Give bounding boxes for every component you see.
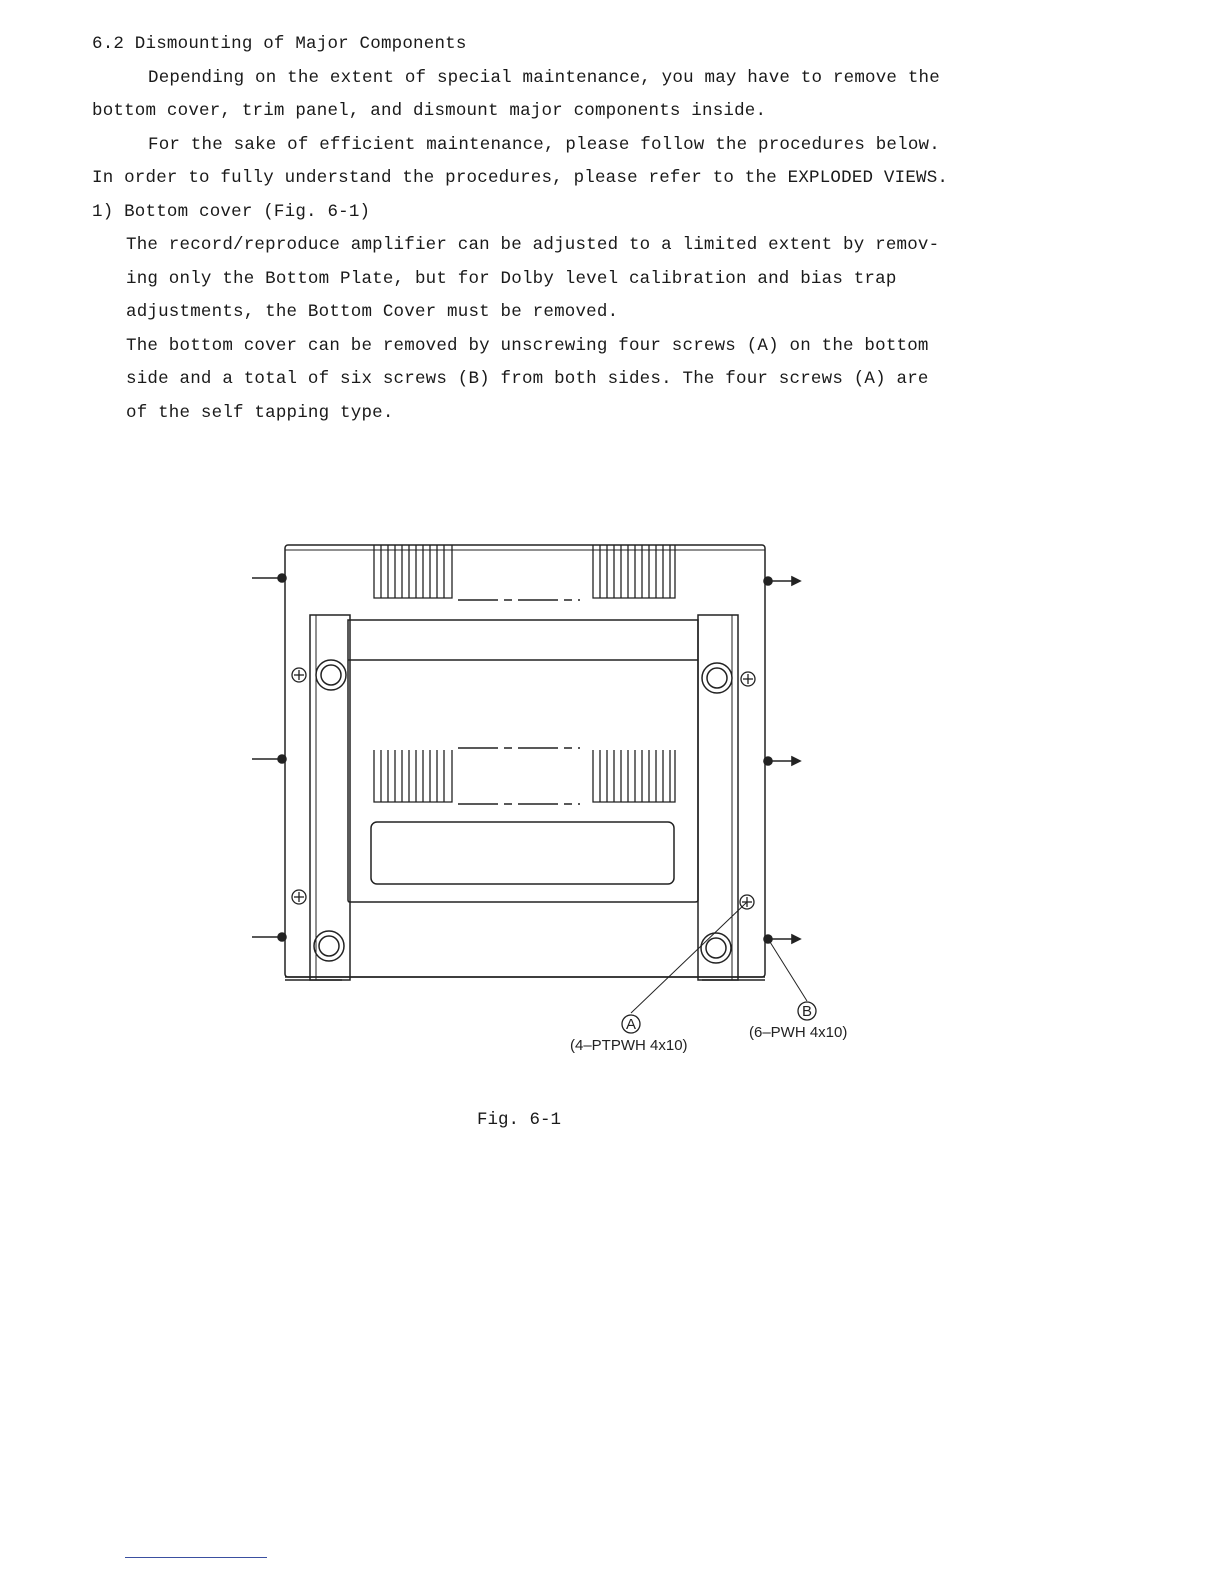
side-screw-b-left-bottom — [252, 933, 286, 941]
screw-a-icon — [292, 890, 306, 904]
foot-bottom-right — [701, 933, 731, 963]
section-heading: 6.2 Dismounting of Major Components — [92, 34, 467, 54]
foot-top-right — [702, 663, 732, 693]
figure-caption: Fig. 6-1 — [477, 1110, 562, 1130]
spec-b: (6–PWH 4x10) — [749, 1024, 848, 1041]
step-line: ing only the Bottom Plate, but for Dolby level calibration and bias trap — [126, 268, 897, 289]
screw-a-icon — [741, 672, 755, 686]
paragraph-line: Depending on the extent of special maintenance, you may have to remove the — [148, 67, 940, 88]
footer-rule — [125, 1557, 267, 1558]
step-line: of the self tapping type. — [126, 402, 394, 423]
step-line: side and a total of six screws (B) from both sides. The four screws (A) are — [126, 369, 929, 389]
side-screw-b-right-top — [764, 577, 800, 585]
screw-a-icon — [292, 668, 306, 682]
document-body — [92, 28, 992, 430]
cover-outline — [285, 545, 765, 977]
leader-a — [631, 902, 747, 1013]
lower-slot — [371, 822, 674, 884]
foot-bottom-left — [314, 931, 344, 961]
paragraph-line: bottom cover, trim panel, and dismount major components inside. — [92, 101, 767, 121]
label-a: A — [625, 1016, 637, 1033]
vent-middle-right — [593, 750, 675, 802]
spec-a: (4–PTPWH 4x10) — [570, 1037, 688, 1054]
step-title: 1) Bottom cover (Fig. 6-1) — [92, 201, 371, 222]
leader-b — [770, 942, 807, 1001]
paragraph-line: For the sake of efficient maintenance, please follow the procedures below. — [148, 134, 940, 155]
step-line: The record/reproduce amplifier can be adjusted to a limited extent by remov- — [126, 235, 940, 255]
side-screw-b-right-bottom — [764, 935, 800, 943]
side-screw-b-left-top — [252, 574, 286, 582]
vent-middle-left — [374, 750, 452, 802]
diagram-drawing — [240, 530, 880, 1070]
step-line: The bottom cover can be removed by unscrewing four screws (A) on the bottom — [126, 335, 929, 356]
side-screw-b-right-middle — [764, 757, 800, 765]
paragraph-line: In order to fully understand the procedures, please refer to the EXPLODED VIEWS. — [92, 168, 949, 188]
bottom-plate — [348, 620, 698, 902]
label-b: B — [801, 1003, 813, 1020]
side-screw-b-left-middle — [252, 755, 286, 763]
vent-top-left — [374, 545, 452, 598]
foot-top-left — [316, 660, 346, 690]
step-line: adjustments, the Bottom Cover must be removed. — [126, 302, 619, 322]
vent-top-right — [593, 545, 675, 598]
bottom-cover-diagram — [240, 530, 880, 1070]
